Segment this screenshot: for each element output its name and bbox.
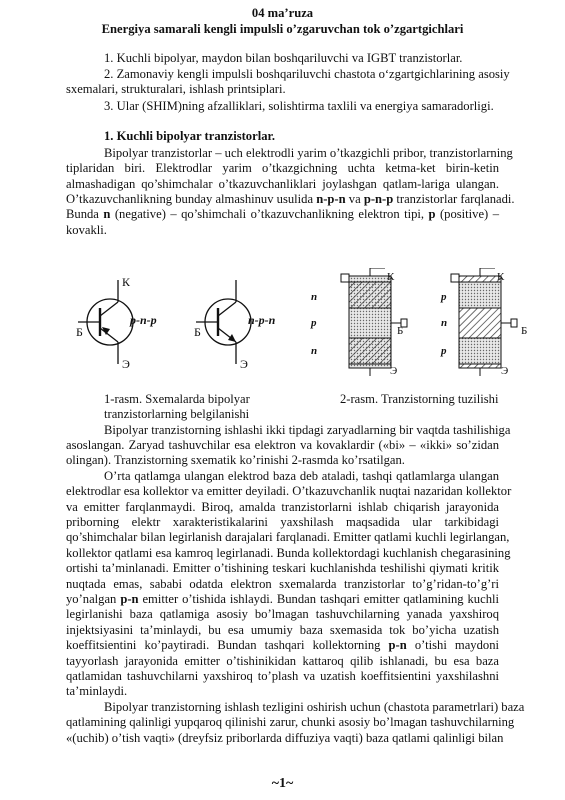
base-label: Б <box>76 325 83 339</box>
body-line: O’rta qatlamga ulangan elektrod baza deb ataladi, tashqi qatlamlarga ulangan <box>104 469 499 483</box>
body-line: qo’shimchalar bilan legirlanish darajalari farqlanadi. Emitter qatlami kuchli legirlangan, <box>66 530 510 544</box>
body-line: ta’minlaydi. <box>66 684 128 698</box>
transistor-structure-figure <box>305 268 537 380</box>
paragraph-line: almashadigan qo’shimchalar o’tkazuvchanliklari joylashgan qatlam-lariga ulangan. <box>66 177 499 191</box>
body-line: va emitter farqlanmaydi. Biroq, amalda tranzistorlarni ishlab chiqarish jarayonida <box>66 500 499 514</box>
emitter-arrow-icon <box>228 334 236 342</box>
body-line: «(uchib) o’tish vaqti» (dreyfsiz priborlarda diffuziya vaqti) baza qatlami qalinligi bilan <box>66 731 504 745</box>
base-label: Б <box>194 325 201 339</box>
lecture-title: Energiya samarali kengli impulsli o’zgaruvchan tok o’zgartgichlari <box>101 22 464 36</box>
paragraph-line: Bunda n (negative) – qo’shimchali o’tkazuvchanlikning elektron tipi, p (positive) – <box>66 207 500 221</box>
paragraph-line: Bipolyar tranzistorlar – uch elektrodli yarim o’tkazgichli pribor, tranzistorlarning <box>104 146 513 160</box>
body-line: yo’nalgan p-n emitter o’tishida ishlaydi. Bundan tashqari emitter qatlamining kuchli <box>66 592 499 606</box>
emitter-label: Э <box>122 357 130 371</box>
figure-1-caption-line: 1-rasm. Sxemalarda bipolyar <box>104 392 250 406</box>
body-line: ortishi ta’minlanadi. Emitter o’tishining teskari kuchlanishda teshilishi qiymati kritik <box>66 561 499 575</box>
transistor-symbols-figure <box>68 272 308 372</box>
emitter-label: Э <box>501 365 509 377</box>
layer-label: n <box>311 291 318 303</box>
outline-item-3: 3. Ular (SHIM)ning afzalliklari, solishtirma taxlili va energiya samaradorligi. <box>104 99 494 113</box>
layer-label: n <box>441 317 448 329</box>
emitter-label: Э <box>390 365 398 377</box>
body-line: tayyorlash jarayonida emitter o’tishinikidan kattaroq qilib ishlanadi, bu esa baza <box>66 654 499 668</box>
body-line: kollektor qatlami esa kamroq legirlanadi. Bunda kollektordagi kuchlanish chegarasining <box>66 546 511 560</box>
layer-label: n <box>311 345 318 357</box>
figure-1-caption-line: tranzistorlarning belgilanishi <box>104 407 250 421</box>
body-line: elektrodlar esa kollektor va emitter deyiladi. O’tkazuvchanlik nuqtai nazaridan kollektor <box>66 484 512 498</box>
lecture-number: 04 ma’ruza <box>251 6 314 20</box>
body-line: Bipolyar tranzistorning ishlashi ikki tipdagi zaryadlarning bir vaqtda tashilishiga <box>104 423 511 437</box>
transistor-type-label: p-n-p <box>130 313 157 327</box>
outline-item-1: 1. Kuchli bipolyar, maydon bilan boshqariluvchi va IGBT tranzistorlar. <box>104 51 463 65</box>
body-line: priborning elektr xarakteristikalarini yaxshilash maqsadida ular tarkibidagi <box>66 515 499 529</box>
layer-label: p <box>441 291 447 303</box>
page-number: ~1~ <box>271 776 294 791</box>
collector-label: К <box>387 271 395 283</box>
body-line: koeffitsientini ko’paytiradi. Bundan tashqari kollektorning p-n o’tishi maydoni <box>66 638 499 652</box>
body-line: asoslangan. Zaryad tashuvchilar esa elektron va kovaklardir («bi» – «ikki» so’zidan <box>66 438 499 452</box>
section-heading: 1. Kuchli bipolyar tranzistorlar. <box>104 129 276 143</box>
outline-item-2: 2. Zamonaviy kengli impulsli boshqariluvchi chastota o‘zgartgichlarining asosiy <box>104 67 510 81</box>
base-label: Б <box>397 325 404 337</box>
outline-item-2-cont: sxemalari, strukturalari, ishlash printsiplari. <box>66 82 286 96</box>
paragraph-line: kovakli. <box>66 223 107 237</box>
layer-label: p <box>311 317 317 329</box>
body-line: Bipolyar tranzistorning ishlash tezligini oshirish uchun (chastota parametrlari) baza <box>104 700 525 714</box>
body-line: qatlamidan tashuvchilarni yaxshiroq to’plash va uzatish koeffitsientini yaxshilashni <box>66 669 499 683</box>
figure-2-caption: 2-rasm. Tranzistorning tuzilishi <box>340 392 499 406</box>
body-line: qatlamining qalinligi yupqaroq qilinishi zarur, chunki asosiy bo’lmagan tashuvchilarning <box>66 715 515 729</box>
body-line: olingan). Tranzistorning sxematik ko’rinishi 2-rasmda ko’rsatilgan. <box>66 453 405 467</box>
collector-label: К <box>497 271 505 283</box>
collector-label: К <box>122 275 131 289</box>
structure-npn <box>310 268 407 377</box>
paragraph-line: tiplaridan biri. Elektrodlar yarim o’tkazgichning uchta ketma-ket birin-ketin <box>66 161 499 175</box>
body-line: injektsiyasini ta’minlaydi, bu esa umumiy baza sxemasida tok bo’yicha uzatish <box>66 623 499 637</box>
transistor-type-label: n-p-n <box>248 313 276 327</box>
paragraph-line: O’tkazuvchanlikning bunday almashinuv usulida n-p-n va p-n-p tranzistorlar farqlanadi. <box>66 192 515 206</box>
body-line: nuqtada emas, sababi odatda elektron sxemalarda tranzistorlar to’g’ridan-to’g’ri <box>66 577 499 591</box>
emitter-label: Э <box>240 357 248 371</box>
structure-pnp <box>440 268 527 377</box>
body-line: legirlanishi baza qatlamiga asosiy bo’lmagan tashuvchilarning yanada yaxshiroq <box>66 607 499 621</box>
base-label: Б <box>521 325 528 337</box>
layer-label: p <box>441 345 447 357</box>
